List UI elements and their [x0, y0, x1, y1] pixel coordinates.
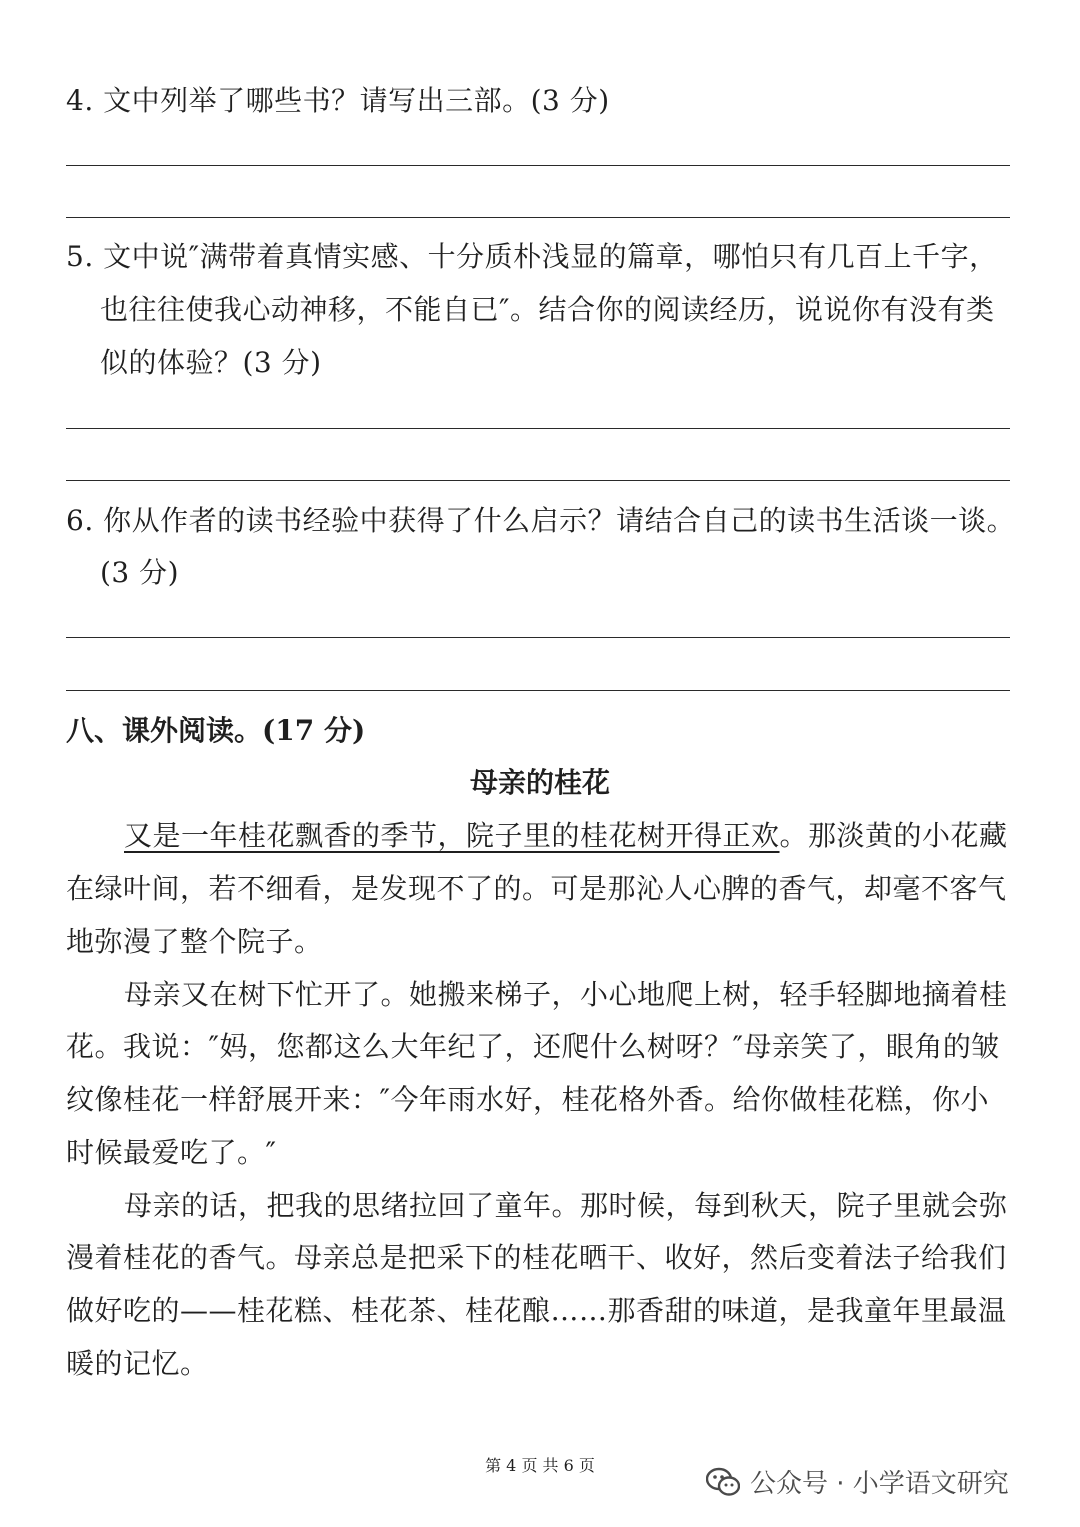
- answer-line[interactable]: [66, 428, 1010, 429]
- question-6-line-1: 6. 你从作者的读书经验中获得了什么启示？请结合自己的读书生活谈一谈。: [66, 504, 1016, 537]
- question-4: 4. 文中列举了哪些书？请写出三部。(3 分): [66, 84, 610, 117]
- article-p2-line-4: 时候最爱吃了。″: [66, 1136, 277, 1169]
- answer-line[interactable]: [66, 217, 1010, 218]
- underlined-sentence: 又是一年桂花飘香的季节，院子里的桂花树开得正欢: [124, 819, 780, 852]
- article-p3-line-2: 漫着桂花的香气。母亲总是把采下的桂花晒干、收好，然后变着法子给我们: [66, 1241, 1007, 1274]
- wechat-icon: [706, 1467, 740, 1497]
- article-p1-line-2: 在绿叶间，若不细看，是发现不了的。可是那沁人心脾的香气，却毫不客气: [66, 872, 1007, 905]
- account-watermark: [706, 1463, 1009, 1500]
- page-number: 第 4 页 共 6 页: [485, 1456, 595, 1475]
- article-p2-line-2: 花。我说：″妈，您都这么大年纪了，还爬什么树呀？″母亲笑了，眼角的皱: [66, 1030, 1000, 1063]
- answer-line[interactable]: [66, 690, 1010, 691]
- p1-rest: 。那淡黄的小花藏: [779, 819, 1008, 852]
- article-p1-line-1: [124, 819, 1008, 853]
- question-5-line-2: 也往往使我心动神移，不能自已″。结合你的阅读经历，说说你有没有类: [100, 293, 995, 326]
- question-5-line-1: 5. 文中说″满带着真情实感、十分质朴浅显的篇章，哪怕只有几百上千字，: [66, 240, 998, 273]
- article-p3-line-3: 做好吃的——桂花糕、桂花茶、桂花酿……那香甜的味道，是我童年里最温: [66, 1294, 1007, 1327]
- section-heading: 八、课外阅读。(17 分): [66, 714, 366, 747]
- question-6-line-2: (3 分): [100, 556, 180, 589]
- article-p2-line-3: 纹像桂花一样舒展开来：″今年雨水好，桂花格外香。给你做桂花糕，你小: [66, 1083, 989, 1116]
- article-p3-line-4: 暖的记忆。: [66, 1347, 209, 1380]
- article-p1-line-3: 地弥漫了整个院子。: [66, 925, 323, 958]
- question-5-line-3: 似的体验？(3 分): [100, 346, 322, 379]
- article-p3-line-1: 母亲的话，把我的思绪拉回了童年。那时候，每到秋天，院子里就会弥: [124, 1189, 1008, 1222]
- answer-line[interactable]: [66, 165, 1010, 166]
- answer-line[interactable]: [66, 637, 1010, 638]
- account-name: 公众号 · 小学语文研究: [750, 1469, 1009, 1499]
- article-p2-line-1: 母亲又在树下忙开了。她搬来梯子，小心地爬上树，轻手轻脚地摘着桂: [124, 978, 1008, 1011]
- answer-line[interactable]: [66, 480, 1010, 481]
- article-title: 母亲的桂花: [469, 766, 610, 799]
